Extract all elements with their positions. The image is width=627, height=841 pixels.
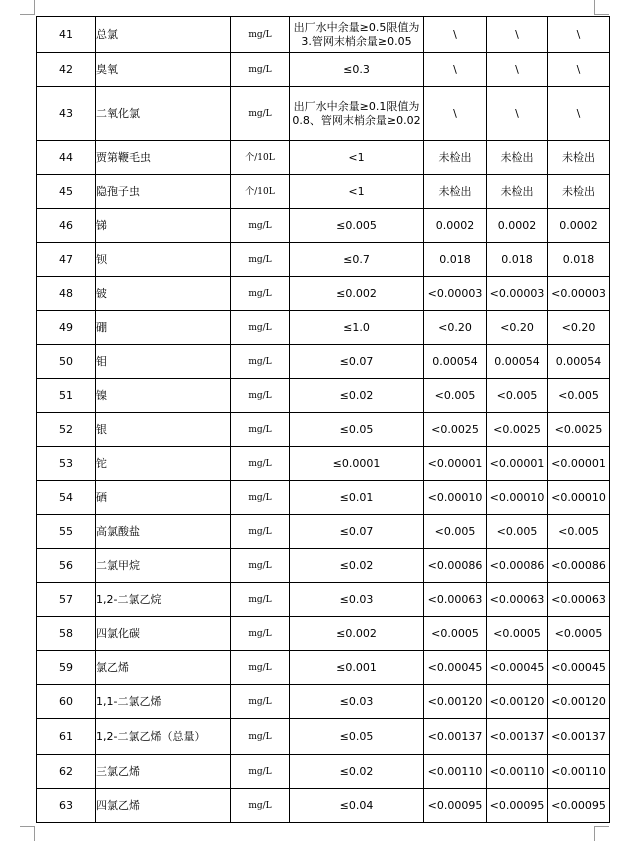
limit-value: ≤0.03 bbox=[290, 685, 424, 719]
result-1: \ bbox=[424, 53, 487, 87]
unit: mg/L bbox=[231, 583, 290, 617]
result-1: 0.018 bbox=[424, 243, 487, 277]
table-row bbox=[37, 311, 610, 345]
limit-value: ≤0.005 bbox=[290, 209, 424, 243]
unit: mg/L bbox=[231, 755, 290, 789]
table-body bbox=[37, 17, 610, 823]
item-number: 60 bbox=[37, 685, 96, 719]
item-name: 三氯乙烯 bbox=[96, 755, 231, 789]
item-name: 镍 bbox=[96, 379, 231, 413]
result-3: <0.00003 bbox=[548, 277, 610, 311]
result-3: <0.005 bbox=[548, 515, 610, 549]
table-row bbox=[37, 277, 610, 311]
result-1: <0.00095 bbox=[424, 789, 487, 823]
result-2: \ bbox=[487, 17, 548, 53]
unit: mg/L bbox=[231, 277, 290, 311]
result-2: <0.00003 bbox=[487, 277, 548, 311]
item-number: 57 bbox=[37, 583, 96, 617]
limit-value: 出厂水中余量≥0.5限值为3.管网末梢余量≥0.05 bbox=[290, 17, 424, 53]
result-2: 0.0002 bbox=[487, 209, 548, 243]
unit: mg/L bbox=[231, 719, 290, 755]
table-row bbox=[37, 481, 610, 515]
result-3: <0.20 bbox=[548, 311, 610, 345]
item-name: 铊 bbox=[96, 447, 231, 481]
item-number: 53 bbox=[37, 447, 96, 481]
table-row bbox=[37, 243, 610, 277]
limit-value: 出厂水中余量≥0.1限值为0.8、管网末梢余量≥0.02 bbox=[290, 87, 424, 141]
unit: mg/L bbox=[231, 481, 290, 515]
result-3: <0.00086 bbox=[548, 549, 610, 583]
result-2: <0.0005 bbox=[487, 617, 548, 651]
result-1: <0.005 bbox=[424, 515, 487, 549]
item-name: 四氯化碳 bbox=[96, 617, 231, 651]
table-row bbox=[37, 549, 610, 583]
result-2: 0.00054 bbox=[487, 345, 548, 379]
result-1: 未检出 bbox=[424, 141, 487, 175]
result-2: <0.20 bbox=[487, 311, 548, 345]
limit-value: ≤0.02 bbox=[290, 379, 424, 413]
unit: mg/L bbox=[231, 311, 290, 345]
item-number: 54 bbox=[37, 481, 96, 515]
unit: mg/L bbox=[231, 515, 290, 549]
item-number: 50 bbox=[37, 345, 96, 379]
limit-value: ≤1.0 bbox=[290, 311, 424, 345]
item-name: 1,1-二氯乙烯 bbox=[96, 685, 231, 719]
item-number: 46 bbox=[37, 209, 96, 243]
item-name: 1,2-二氯乙烷 bbox=[96, 583, 231, 617]
item-name: 四氯乙烯 bbox=[96, 789, 231, 823]
limit-value: ≤0.05 bbox=[290, 719, 424, 755]
item-number: 52 bbox=[37, 413, 96, 447]
result-3: <0.00137 bbox=[548, 719, 610, 755]
table-row bbox=[37, 447, 610, 481]
table-row bbox=[37, 175, 610, 209]
table-row bbox=[37, 379, 610, 413]
item-number: 45 bbox=[37, 175, 96, 209]
unit: 个/10L bbox=[231, 141, 290, 175]
result-1: 0.0002 bbox=[424, 209, 487, 243]
result-1: <0.00137 bbox=[424, 719, 487, 755]
result-1: <0.00063 bbox=[424, 583, 487, 617]
result-3: \ bbox=[548, 17, 610, 53]
result-3: <0.0005 bbox=[548, 617, 610, 651]
unit: mg/L bbox=[231, 685, 290, 719]
result-3: <0.005 bbox=[548, 379, 610, 413]
item-name: 隐孢子虫 bbox=[96, 175, 231, 209]
item-name: 高氯酸盐 bbox=[96, 515, 231, 549]
limit-value: ≤0.02 bbox=[290, 755, 424, 789]
limit-value: ≤0.0001 bbox=[290, 447, 424, 481]
limit-value: ≤0.07 bbox=[290, 345, 424, 379]
unit: mg/L bbox=[231, 209, 290, 243]
table-row bbox=[37, 209, 610, 243]
unit: mg/L bbox=[231, 789, 290, 823]
item-name: 贾第鞭毛虫 bbox=[96, 141, 231, 175]
result-3: <0.0025 bbox=[548, 413, 610, 447]
result-3: <0.00063 bbox=[548, 583, 610, 617]
table-row bbox=[37, 789, 610, 823]
item-name: 1,2-二氯乙烯（总量） bbox=[96, 719, 231, 755]
table-row bbox=[37, 651, 610, 685]
result-2: <0.00137 bbox=[487, 719, 548, 755]
item-number: 44 bbox=[37, 141, 96, 175]
result-1: <0.005 bbox=[424, 379, 487, 413]
crop-mark-bottom-left bbox=[20, 826, 35, 841]
table-row bbox=[37, 87, 610, 141]
limit-value: ≤0.05 bbox=[290, 413, 424, 447]
item-number: 47 bbox=[37, 243, 96, 277]
water-quality-table bbox=[36, 16, 610, 823]
item-name: 钡 bbox=[96, 243, 231, 277]
item-name: 锑 bbox=[96, 209, 231, 243]
result-1: 0.00054 bbox=[424, 345, 487, 379]
unit: 个/10L bbox=[231, 175, 290, 209]
unit: mg/L bbox=[231, 549, 290, 583]
table-row bbox=[37, 53, 610, 87]
item-number: 55 bbox=[37, 515, 96, 549]
limit-value: ≤0.04 bbox=[290, 789, 424, 823]
result-2: <0.005 bbox=[487, 515, 548, 549]
result-3: \ bbox=[548, 53, 610, 87]
item-number: 63 bbox=[37, 789, 96, 823]
limit-value: ≤0.002 bbox=[290, 617, 424, 651]
crop-mark-bottom-right bbox=[594, 826, 609, 841]
unit: mg/L bbox=[231, 53, 290, 87]
item-name: 总氯 bbox=[96, 17, 231, 53]
unit: mg/L bbox=[231, 345, 290, 379]
result-1: <0.0005 bbox=[424, 617, 487, 651]
result-2: <0.0025 bbox=[487, 413, 548, 447]
result-1: <0.00086 bbox=[424, 549, 487, 583]
result-3: <0.00045 bbox=[548, 651, 610, 685]
result-3: <0.00110 bbox=[548, 755, 610, 789]
table-row bbox=[37, 755, 610, 789]
table-row bbox=[37, 17, 610, 53]
result-2: 未检出 bbox=[487, 175, 548, 209]
table-row bbox=[37, 617, 610, 651]
result-1: 未检出 bbox=[424, 175, 487, 209]
result-2: <0.00045 bbox=[487, 651, 548, 685]
item-name: 钼 bbox=[96, 345, 231, 379]
unit: mg/L bbox=[231, 447, 290, 481]
limit-value: ≤0.02 bbox=[290, 549, 424, 583]
limit-value: <1 bbox=[290, 141, 424, 175]
item-number: 43 bbox=[37, 87, 96, 141]
item-name: 硒 bbox=[96, 481, 231, 515]
item-name: 臭氧 bbox=[96, 53, 231, 87]
result-1: <0.20 bbox=[424, 311, 487, 345]
item-name: 铍 bbox=[96, 277, 231, 311]
result-1: <0.00001 bbox=[424, 447, 487, 481]
result-2: 0.018 bbox=[487, 243, 548, 277]
result-2: <0.00120 bbox=[487, 685, 548, 719]
unit: mg/L bbox=[231, 243, 290, 277]
item-name: 硼 bbox=[96, 311, 231, 345]
item-number: 61 bbox=[37, 719, 96, 755]
limit-value: ≤0.7 bbox=[290, 243, 424, 277]
result-3: <0.00095 bbox=[548, 789, 610, 823]
item-number: 41 bbox=[37, 17, 96, 53]
item-name: 二氧化氯 bbox=[96, 87, 231, 141]
item-number: 48 bbox=[37, 277, 96, 311]
result-3: 0.018 bbox=[548, 243, 610, 277]
result-2: <0.00095 bbox=[487, 789, 548, 823]
unit: mg/L bbox=[231, 651, 290, 685]
unit: mg/L bbox=[231, 87, 290, 141]
item-number: 58 bbox=[37, 617, 96, 651]
result-3: <0.00120 bbox=[548, 685, 610, 719]
table-row bbox=[37, 515, 610, 549]
result-1: <0.0025 bbox=[424, 413, 487, 447]
item-name: 二氯甲烷 bbox=[96, 549, 231, 583]
table-row bbox=[37, 583, 610, 617]
limit-value: ≤0.01 bbox=[290, 481, 424, 515]
unit: mg/L bbox=[231, 413, 290, 447]
item-name: 银 bbox=[96, 413, 231, 447]
table-row bbox=[37, 345, 610, 379]
result-2: <0.00001 bbox=[487, 447, 548, 481]
item-number: 62 bbox=[37, 755, 96, 789]
result-2: <0.00086 bbox=[487, 549, 548, 583]
result-3: 未检出 bbox=[548, 175, 610, 209]
result-2: <0.00110 bbox=[487, 755, 548, 789]
result-3: <0.00001 bbox=[548, 447, 610, 481]
table-row bbox=[37, 719, 610, 755]
limit-value: <1 bbox=[290, 175, 424, 209]
unit: mg/L bbox=[231, 17, 290, 53]
result-2: <0.00063 bbox=[487, 583, 548, 617]
result-3: <0.00010 bbox=[548, 481, 610, 515]
result-3: \ bbox=[548, 87, 610, 141]
result-1: <0.00010 bbox=[424, 481, 487, 515]
result-2: \ bbox=[487, 53, 548, 87]
result-3: 未检出 bbox=[548, 141, 610, 175]
item-number: 59 bbox=[37, 651, 96, 685]
item-name: 氯乙烯 bbox=[96, 651, 231, 685]
result-1: <0.00110 bbox=[424, 755, 487, 789]
item-number: 42 bbox=[37, 53, 96, 87]
table-row bbox=[37, 685, 610, 719]
result-2: <0.00010 bbox=[487, 481, 548, 515]
result-2: \ bbox=[487, 87, 548, 141]
crop-mark-top-left bbox=[20, 0, 35, 15]
limit-value: ≤0.3 bbox=[290, 53, 424, 87]
result-3: 0.00054 bbox=[548, 345, 610, 379]
result-1: <0.00003 bbox=[424, 277, 487, 311]
table-row bbox=[37, 141, 610, 175]
result-1: \ bbox=[424, 87, 487, 141]
item-number: 51 bbox=[37, 379, 96, 413]
unit: mg/L bbox=[231, 617, 290, 651]
item-number: 56 bbox=[37, 549, 96, 583]
result-1: <0.00045 bbox=[424, 651, 487, 685]
crop-mark-top-right bbox=[594, 0, 609, 15]
limit-value: ≤0.001 bbox=[290, 651, 424, 685]
result-3: 0.0002 bbox=[548, 209, 610, 243]
result-2: 未检出 bbox=[487, 141, 548, 175]
unit: mg/L bbox=[231, 379, 290, 413]
item-number: 49 bbox=[37, 311, 96, 345]
result-2: <0.005 bbox=[487, 379, 548, 413]
limit-value: ≤0.07 bbox=[290, 515, 424, 549]
limit-value: ≤0.03 bbox=[290, 583, 424, 617]
result-1: <0.00120 bbox=[424, 685, 487, 719]
result-1: \ bbox=[424, 17, 487, 53]
limit-value: ≤0.002 bbox=[290, 277, 424, 311]
table-row bbox=[37, 413, 610, 447]
